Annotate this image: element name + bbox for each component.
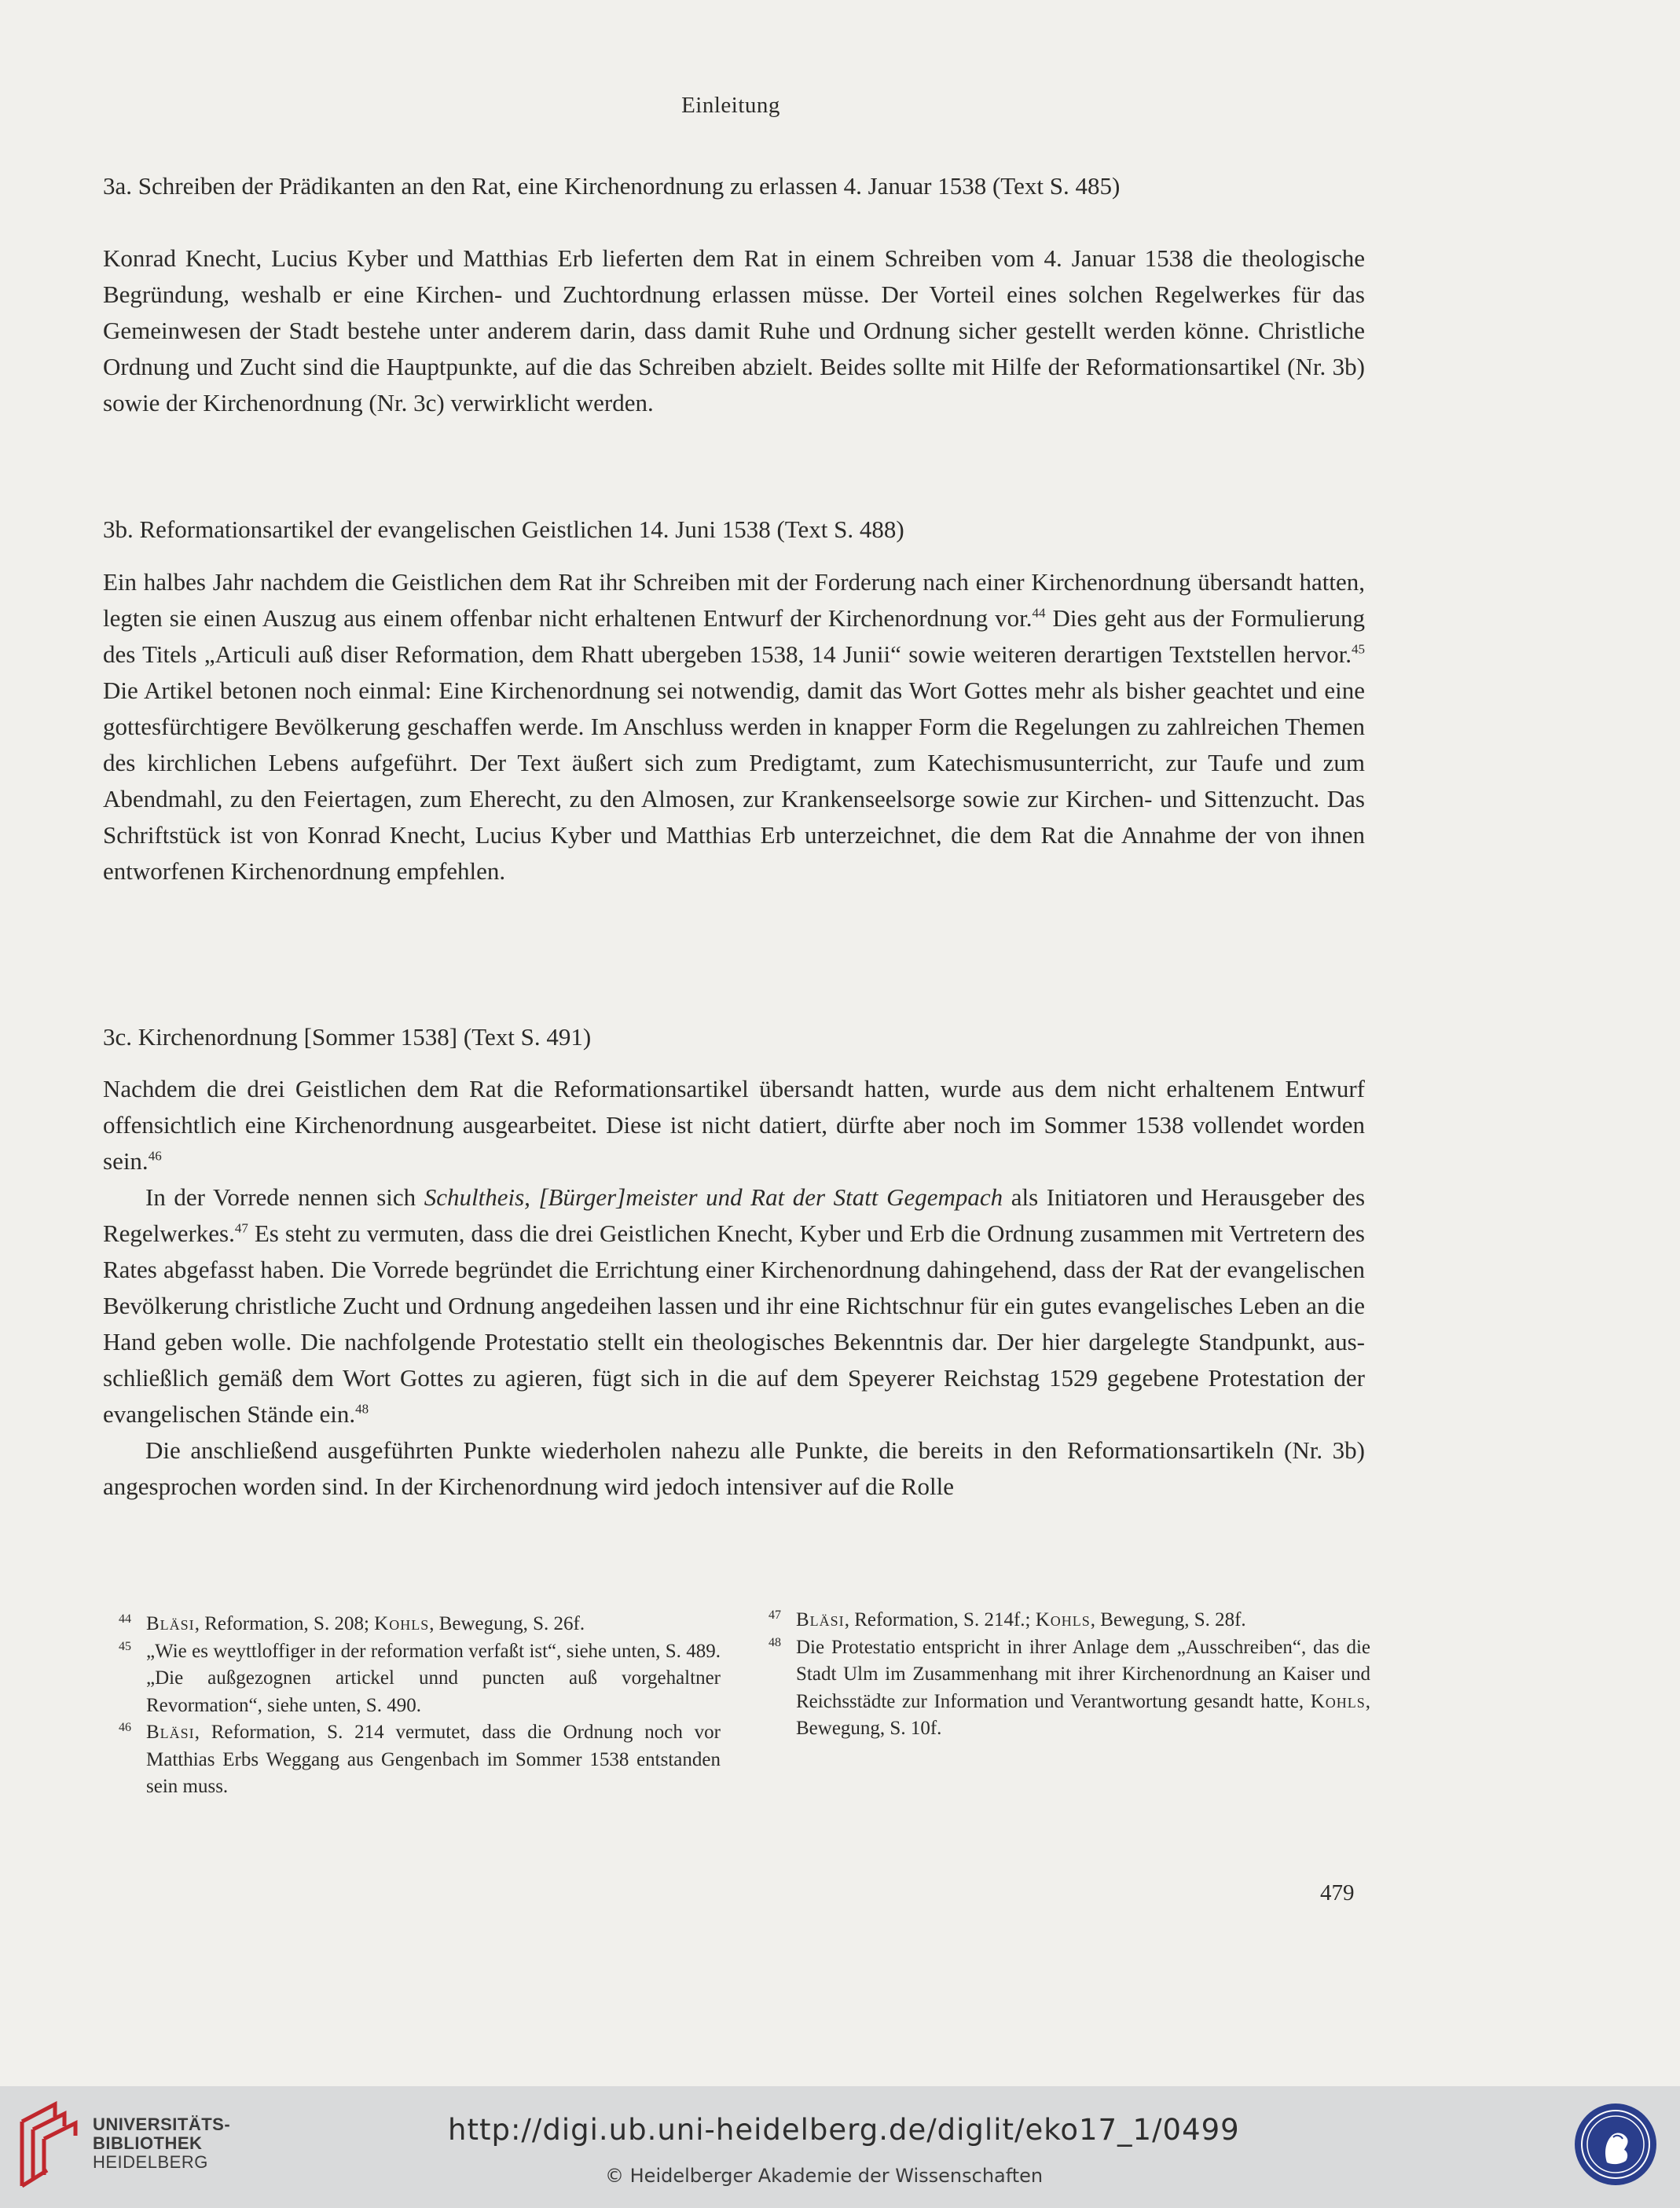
section-3b [103,512,1365,548]
section-heading-3a: 3a. Schreiben der Prädikanten an den Rat, eine Kirchenordnung zu erlassen 4. Januar 1538 (Text S. 485) [103,172,1121,200]
section-3a-body [103,240,1365,421]
paragraph: Konrad Knecht, Lucius Kyber und Matthias Erb lieferten dem Rat in einem Schreiben vom 4. Januar 1538 die theologische Begründung, weshalb er eine Kirchen- und Zuchtordnung erlassen müsse. Der Vorteil eines solchen Regelwerkes für das Gemeinwesen der Stadt bestehe unter anderem darin, dass damit Ruhe und Ordnung sicher gestellt werden könne. Christliche Ordnung und Zucht sind die Hauptpunkte, auf die das Schreiben abzielt. Beides sollte mit Hilfe der Reformationsartikel (Nr. 3b) sowie der Kirchenordnung (Nr. 3c) verwirklicht werden. [103,244,1365,416]
library-name-line3: HEIDELBERG [93,2152,208,2172]
footnote-ref-47[interactable]: 47 [234,1220,248,1236]
library-name-line1: UNIVERSITÄTS- [93,2114,231,2134]
paragraph: In der Vorrede nennen sich Schultheis, [Bürger]meister und Rat der Statt Gegempach als Initiatoren und Herausgeber des Regelwerkes.$^{47}$ Es steht zu vermuten, dass die drei Geistlichen Knecht, Kyber und Erb die Ordnung zusammen mit Vertretern des Rates abgefasst haben. Die Vorrede begründet die Errichtung einer Kirchenordnung dahingehend, dass der Rat der evangelischen Bevölkerung christliche Zucht und Ordnung angedeihen lassen und ihr eine Richtschnur für ein gutes evangelisches Leben an die Hand geben wolle. Die nachfolgende Protestatio stellt ein theologisches Bekenntnis dar. Der hier dargelegte Standpunkt, ausschließlich gemäß dem Wort Gottes zu agieren, fügt sich in die auf dem Speyerer Reichstag 1529 gegebene Protestation der evangelischen Stände ein.$^{48}$ [103,1183,1366,1428]
paragraph: Die anschließend ausgeführten Punkte wiederholen nahezu alle Punkte, die bereits in den Reformationsartikeln (Nr. 3b) angesprochen worden sind. In der Kirchenordnung wird jedoch intensiver auf die Rolle [103,1436,1365,1500]
footnotes-right [753,1607,1370,1743]
heidelberg-seal-icon [1572,2101,1659,2188]
footnote-ref-48[interactable]: 48 [355,1401,369,1417]
library-name-line2: BIBLIOTHEK [93,2133,203,2153]
section-heading-3c: 3c. Kirchenordnung [Sommer 1538] (Text S. 491) [103,1023,592,1051]
italic-quote: Schultheis, [Bürger]meister und Rat der Statt Gegempach [424,1183,1003,1211]
university-library-logo-icon[interactable] [16,2098,88,2194]
section-heading-3b: 3b. Reformationsartikel der evangelischen Geistlichen 14. Juni 1538 (Text S. 488) [103,515,904,543]
section-3c-body [103,1071,1365,1505]
page-number: 479 [1320,1880,1355,1905]
footnotes-left [103,1611,721,1801]
footnote-44: 44 Bläsi, Reformation, S. 208; Kohls, Bewegung, S. 26f. [119,1612,585,1634]
section-3c [103,1019,1365,1055]
footnote-46: 46 Bläsi, Reformation, S. 214 vermutet, dass die Ordnung noch vor Matthias Erbs Weggang aus Gengenbach im Sommer 1538 entstanden sein muss. [119,1721,721,1797]
footnote-ref-45[interactable]: 45 [1352,641,1365,657]
paragraph: Nachdem die drei Geistlichen dem Rat die Reformationsartikel übersandt hatten, wurde aus dem nicht erhaltenem Entwurf offensichtlich eine Kirchenordnung ausgearbeitet. Diese ist nicht datiert, dürfte aber noch im Sommer 1538 vollendet worden sein.$^{46}$ [103,1075,1365,1175]
footnote-48: 48 Die Protestatio entspricht in ihrer Anlage dem „Ausschreiben“, das die Stadt Ulm im Zusammenhang mit ihrer Kirchenordnung an Kaiser und Reichsstädte zur Information und Verantwortung gesandt hatte, Kohls, Bewegung, S. 10f. [768,1635,1370,1739]
section-3a [103,168,1365,204]
footnote-ref-46[interactable]: 46 [148,1148,162,1164]
footnote-45: 45 „Wie es weyttloffiger in der reformation verfaßt ist“, siehe unten, S. 489. „Die außgezognen artickel unnd puncten auß vorgehaltner Revormation“, siehe unten, S. 490. [119,1639,721,1716]
footer-bar [0,2086,1680,2208]
copyright-notice: © Heidelberger Akademie der Wissenschaften [605,2165,1044,2187]
section-3b-body [103,564,1365,889]
footnote-47: 47 Bläsi, Reformation, S. 214f.; Kohls, Bewegung, S. 28f. [768,1608,1246,1630]
paragraph: Ein halbes Jahr nachdem die Geistlichen dem Rat ihr Schreiben mit der Forderung nach einer Kirchenordnung übersandt hatten, legten sie einen Auszug aus einem offenbar nicht erhaltenen Entwurf der Kirchenordnung vor.$^{44}$ Dies geht aus der Formulierung des Titels „Articuli auß diser Reformation, dem Rhatt ubergeben 1538, 14 Junii“ sowie weiteren derartigen Textstellen hervor.$^{45}$ Die Artikel betonen noch einmal: Eine Kirchenordnung sei notwendig, damit das Wort Gottes mehr als bisher geachtet und eine gottesfürchtigere Bevölkerung geschaffen werde. Im Anschluss werden in knapper Form die Regelungen zu zahlreichen Themen des kirchlichen Lebens aufgeführt. Der Text äußert sich zum Predigtamt, zum Katechismusunterricht, zur Taufe und zum Abendmahl, zu den Feiertagen, zum Eherecht, zu den Almosen, zur Krankenseelsorge sowie zur Kirchen- und Sittenzucht. Das Schriftstück ist von Konrad Knecht, Lucius Kyber und Matthias Erb unterzeichnet, die dem Rat die Annahme der von ihnen entworfenen Kirchenordnung empfehlen. [103,568,1365,885]
document-url-link[interactable]: http://digi.ub.uni-heidelberg.de/diglit/eko17_1/0499 [448,2113,1240,2147]
running-head: Einleitung [681,93,780,118]
footnote-ref-44[interactable]: 44 [1032,605,1046,621]
